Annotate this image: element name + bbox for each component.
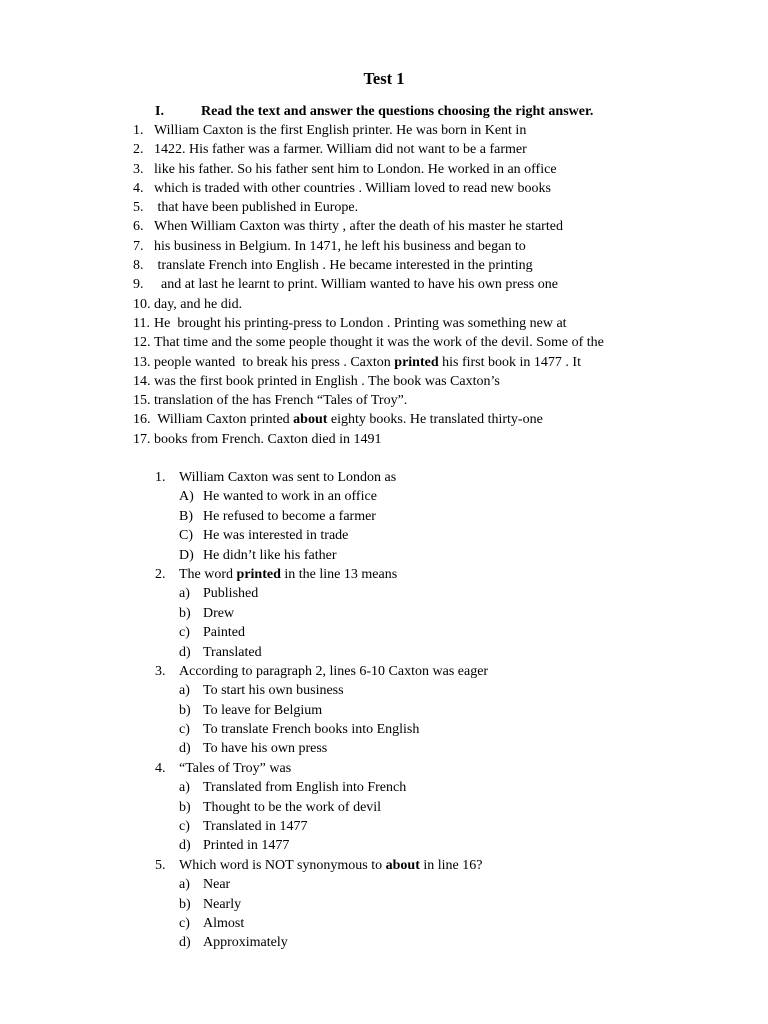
option-letter: b) bbox=[179, 896, 191, 912]
question-list bbox=[155, 468, 715, 953]
option-letter: b) bbox=[179, 702, 191, 718]
option-letter: D) bbox=[179, 547, 194, 563]
line-number: 11. bbox=[133, 315, 150, 331]
question-number: 4. bbox=[155, 760, 166, 776]
option-text: To have his own press bbox=[203, 741, 328, 757]
text-run: That time and the some people thought it was the work of the devil. Some of the bbox=[154, 335, 604, 351]
question-text bbox=[179, 856, 482, 875]
line-text bbox=[154, 217, 563, 236]
option-letter: a) bbox=[179, 780, 190, 796]
passage-line bbox=[133, 179, 693, 198]
option-text: Near bbox=[203, 877, 231, 893]
passage-line bbox=[133, 372, 693, 391]
option-text: He didn’t like his father bbox=[203, 547, 337, 563]
passage-line bbox=[133, 237, 693, 256]
question-number: 1. bbox=[155, 470, 166, 485]
answer-option[interactable] bbox=[155, 817, 715, 836]
text-run: translate French into English . He became interested in the printing bbox=[154, 258, 533, 274]
passage-line bbox=[133, 198, 693, 217]
line-number: 2. bbox=[133, 142, 144, 158]
option-letter: B) bbox=[179, 508, 193, 524]
option-letter: d) bbox=[179, 935, 191, 951]
text-run: 1422. His father was a farmer. William did not want to be a farmer bbox=[154, 142, 527, 158]
option-letter: b) bbox=[179, 799, 191, 815]
line-text bbox=[154, 140, 527, 159]
passage-line bbox=[133, 217, 693, 236]
line-text bbox=[154, 372, 500, 391]
question-number: 3. bbox=[155, 663, 166, 679]
answer-option[interactable] bbox=[155, 487, 715, 506]
line-text bbox=[154, 333, 604, 352]
text-run: The word bbox=[179, 566, 237, 582]
line-number: 16. bbox=[133, 412, 151, 428]
line-number: 8. bbox=[133, 258, 144, 274]
option-letter: d) bbox=[179, 644, 191, 660]
option-text: Nearly bbox=[203, 896, 242, 912]
passage-line bbox=[133, 410, 693, 429]
option-text: To leave for Belgium bbox=[203, 702, 323, 718]
answer-option[interactable] bbox=[155, 623, 715, 642]
option-text: Almost bbox=[203, 915, 245, 931]
text-run: day, and he did. bbox=[154, 296, 243, 312]
line-text bbox=[154, 353, 581, 372]
text-run: eighty books. He translated thirty-one bbox=[327, 412, 543, 428]
passage-line bbox=[133, 275, 693, 294]
line-text bbox=[154, 121, 526, 140]
line-number: 12. bbox=[133, 335, 151, 351]
text-run: in the line 13 means bbox=[280, 566, 398, 582]
text-run: William Caxton is the first English printer. He was born in Kent in bbox=[154, 123, 527, 138]
text-run: Which word is NOT synonymous to bbox=[179, 857, 386, 873]
text-run: and at last he learnt to print. William wanted to have his own press one bbox=[154, 277, 558, 293]
text-run: people wanted to break his press . Caxton bbox=[154, 354, 395, 370]
option-letter: c) bbox=[179, 625, 190, 641]
line-text bbox=[154, 160, 557, 179]
bold-term: printed bbox=[236, 566, 281, 582]
answer-option[interactable] bbox=[155, 643, 715, 662]
text-run: translation of the has French “Tales of Troy”. bbox=[154, 393, 408, 409]
page-title: Test 1 bbox=[363, 69, 405, 88]
bold-term: about bbox=[385, 857, 420, 873]
text-run: his business in Belgium. In 1471, he left his business and began to bbox=[154, 238, 526, 254]
option-text: Drew bbox=[203, 605, 235, 621]
question-number: 2. bbox=[155, 566, 166, 582]
answer-option[interactable] bbox=[155, 681, 715, 700]
answer-option[interactable] bbox=[155, 720, 715, 739]
passage-line bbox=[133, 121, 693, 140]
text-run: in line 16? bbox=[419, 857, 483, 873]
passage-line bbox=[133, 140, 693, 159]
answer-option[interactable] bbox=[155, 895, 715, 914]
bold-term: printed bbox=[394, 354, 439, 370]
answer-option[interactable] bbox=[155, 875, 715, 894]
line-text bbox=[154, 275, 558, 294]
answer-option[interactable] bbox=[155, 739, 715, 758]
question-item bbox=[155, 759, 715, 778]
text-run: that have been published in Europe. bbox=[154, 200, 359, 216]
passage-line bbox=[133, 256, 693, 275]
line-text bbox=[154, 410, 543, 429]
passage-line bbox=[133, 353, 693, 372]
answer-option[interactable] bbox=[155, 604, 715, 623]
line-text bbox=[154, 391, 407, 410]
answer-option[interactable] bbox=[155, 507, 715, 526]
line-text bbox=[154, 314, 567, 333]
question-item bbox=[155, 662, 715, 681]
text-run: was the first book printed in English . The book was Caxton’s bbox=[154, 373, 500, 389]
answer-option[interactable] bbox=[155, 933, 715, 952]
option-text: Translated in 1477 bbox=[203, 819, 308, 835]
text-run: When William Caxton was thirty , after the death of his master he started bbox=[154, 219, 563, 235]
passage-line bbox=[133, 430, 693, 449]
passage-line bbox=[133, 333, 693, 352]
question-text bbox=[179, 565, 397, 584]
option-text: To start his own business bbox=[203, 683, 344, 699]
passage-line bbox=[133, 314, 693, 333]
line-text bbox=[154, 179, 551, 198]
bold-term: about bbox=[293, 412, 328, 428]
option-text: Printed in 1477 bbox=[203, 838, 290, 854]
text-run: which is traded with other countries . William loved to read new books bbox=[154, 180, 551, 196]
text-run: William Caxton printed bbox=[154, 412, 294, 428]
text-run: William Caxton was sent to London as bbox=[179, 470, 397, 485]
line-number: 10. bbox=[133, 296, 151, 312]
text-run: “Tales of Troy” was bbox=[179, 760, 292, 776]
line-text bbox=[154, 430, 381, 449]
line-number: 3. bbox=[133, 161, 144, 177]
option-text: He was interested in trade bbox=[203, 528, 349, 544]
option-text: Translated bbox=[203, 644, 262, 660]
question-item bbox=[155, 565, 715, 584]
option-text: He refused to become a farmer bbox=[203, 508, 376, 524]
option-letter: a) bbox=[179, 683, 190, 699]
option-letter: a) bbox=[179, 586, 190, 602]
answer-option[interactable] bbox=[155, 584, 715, 603]
question-text bbox=[179, 759, 291, 778]
option-letter: c) bbox=[179, 819, 190, 835]
option-letter: a) bbox=[179, 877, 190, 893]
question-item bbox=[155, 856, 715, 875]
line-number: 14. bbox=[133, 373, 151, 389]
option-letter: b) bbox=[179, 605, 191, 621]
answer-option[interactable] bbox=[155, 798, 715, 817]
question-text bbox=[179, 468, 396, 487]
answer-option[interactable] bbox=[155, 546, 715, 565]
option-text: Painted bbox=[203, 625, 245, 641]
answer-option[interactable] bbox=[155, 526, 715, 545]
option-letter: d) bbox=[179, 741, 191, 757]
line-text bbox=[154, 295, 242, 314]
section-instruction: Read the text and answer the questions choosing the right answer. bbox=[201, 104, 594, 119]
answer-option[interactable] bbox=[155, 914, 715, 933]
line-number: 15. bbox=[133, 393, 151, 409]
text-run: According to paragraph 2, lines 6-10 Caxton was eager bbox=[179, 663, 489, 679]
text-run: He brought his printing-press to London . Printing was something new at bbox=[154, 315, 567, 331]
question-number: 5. bbox=[155, 857, 166, 873]
text-run: books from French. Caxton died in 1491 bbox=[154, 431, 382, 447]
reading-passage bbox=[133, 121, 693, 449]
answer-option[interactable] bbox=[155, 836, 715, 855]
line-text bbox=[154, 198, 358, 217]
option-text: Translated from English into French bbox=[203, 780, 407, 796]
line-number: 1. bbox=[133, 123, 144, 138]
passage-line bbox=[133, 160, 693, 179]
line-number: 4. bbox=[133, 180, 144, 196]
section-heading bbox=[155, 104, 755, 120]
line-number: 5. bbox=[133, 200, 144, 216]
option-text: He wanted to work in an office bbox=[203, 489, 377, 505]
text-run: his first book in 1477 . It bbox=[438, 354, 581, 370]
option-letter: A) bbox=[179, 489, 194, 505]
line-number: 7. bbox=[133, 238, 144, 254]
line-text bbox=[154, 256, 533, 275]
question-text bbox=[179, 662, 488, 681]
line-text bbox=[154, 237, 526, 256]
answer-option[interactable] bbox=[155, 701, 715, 720]
line-number: 17. bbox=[133, 431, 151, 447]
option-letter: d) bbox=[179, 838, 191, 854]
option-letter: c) bbox=[179, 722, 190, 738]
line-number: 6. bbox=[133, 219, 144, 235]
question-item bbox=[155, 468, 715, 487]
passage-line bbox=[133, 391, 693, 410]
line-number: 9. bbox=[133, 277, 144, 293]
option-text: Published bbox=[203, 586, 259, 602]
text-run: like his father. So his father sent him to London. He worked in an office bbox=[154, 161, 557, 177]
option-text: Thought to be the work of devil bbox=[203, 799, 382, 815]
section-numeral: I. bbox=[155, 104, 164, 119]
passage-line bbox=[133, 295, 693, 314]
line-number: 13. bbox=[133, 354, 151, 370]
option-text: To translate French books into English bbox=[203, 722, 420, 738]
option-letter: C) bbox=[179, 528, 193, 544]
option-letter: c) bbox=[179, 915, 190, 931]
option-text: Approximately bbox=[203, 935, 288, 951]
answer-option[interactable] bbox=[155, 778, 715, 797]
